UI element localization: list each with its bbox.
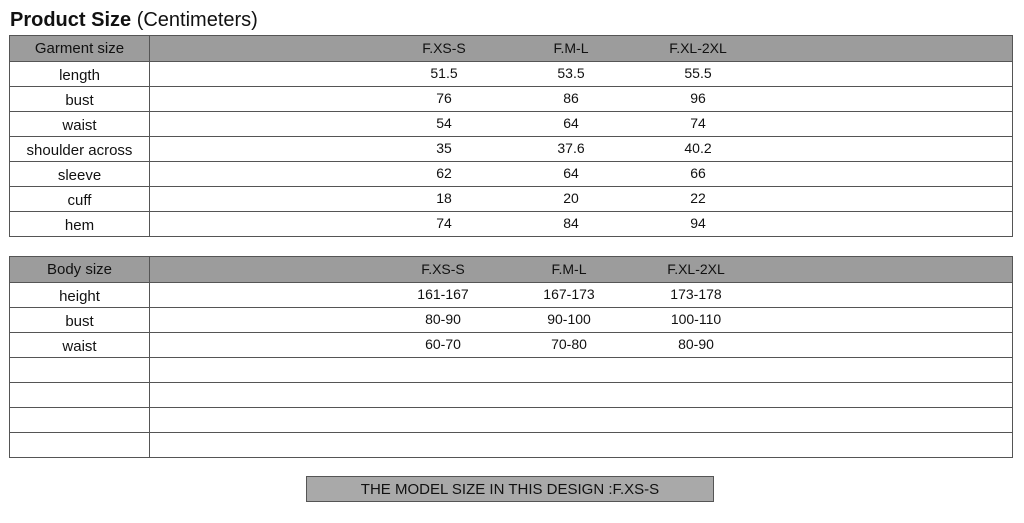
header-size: F.M-L: [553, 40, 589, 56]
header-size: F.XS-S: [421, 261, 465, 277]
header-size: F.XL-2XL: [669, 40, 727, 56]
table-row-empty: [10, 357, 1012, 382]
cell-value: 51.5: [430, 65, 458, 81]
row-label: [10, 383, 150, 407]
cell-value: 18: [436, 190, 452, 206]
cell-value: 37.6: [557, 140, 585, 156]
table-header-row: [10, 36, 1012, 61]
model-size-note: THE MODEL SIZE IN THIS DESIGN :F.XS-S: [306, 476, 714, 502]
row-label: cuff: [10, 187, 150, 211]
cell-value: 76: [436, 90, 452, 106]
body-size-table: [9, 256, 1013, 458]
table-header-row: [10, 257, 1012, 282]
cell-value: 100-110: [670, 311, 722, 327]
table-row-empty: [10, 407, 1012, 432]
header-label: Body size: [10, 257, 150, 282]
cell-value: 55.5: [684, 65, 712, 81]
cell-value: 66: [690, 165, 706, 181]
cell-value: 54: [436, 115, 452, 131]
header-label: Garment size: [10, 36, 150, 61]
cell-value: 94: [690, 215, 706, 231]
table-row: [10, 61, 1012, 86]
cell-value: 86: [563, 90, 579, 106]
cell-value: 173-178: [670, 286, 722, 302]
cell-value: 22: [690, 190, 706, 206]
cell-value: 80-90: [678, 336, 714, 352]
row-label: hem: [10, 212, 150, 236]
table-row: [10, 86, 1012, 111]
table-row-empty: [10, 382, 1012, 407]
cell-value: 74: [690, 115, 706, 131]
header-size: F.XS-S: [422, 40, 466, 56]
table-row: [10, 282, 1012, 307]
row-label: height: [10, 283, 150, 307]
cell-value: 96: [690, 90, 706, 106]
table-row: [10, 211, 1012, 236]
header-size: F.M-L: [551, 261, 587, 277]
cell-value: 80-90: [425, 311, 461, 327]
row-label: length: [10, 62, 150, 86]
row-label: [10, 358, 150, 382]
row-label: sleeve: [10, 162, 150, 186]
row-label: waist: [10, 112, 150, 136]
title-unit: (Centimeters): [136, 9, 258, 31]
row-label: shoulder across: [10, 137, 150, 161]
row-label: bust: [10, 87, 150, 111]
cell-value: 20: [563, 190, 579, 206]
table-row: [10, 332, 1012, 357]
cell-value: 64: [563, 115, 579, 131]
cell-value: 53.5: [557, 65, 585, 81]
table-row: [10, 186, 1012, 211]
cell-value: 60-70: [425, 336, 461, 352]
table-row: [10, 307, 1012, 332]
garment-size-table: [9, 35, 1013, 237]
cell-value: 161-167: [417, 286, 469, 302]
cell-value: 64: [563, 165, 579, 181]
title-main: Product Size: [10, 9, 132, 31]
row-label: [10, 433, 150, 457]
cell-value: 62: [436, 165, 452, 181]
row-label: [10, 408, 150, 432]
page-title: [10, 6, 258, 34]
cell-value: 90-100: [547, 311, 591, 327]
table-row: [10, 161, 1012, 186]
cell-value: 70-80: [551, 336, 587, 352]
table-row-empty: [10, 432, 1012, 457]
row-label: bust: [10, 308, 150, 332]
cell-value: 35: [436, 140, 452, 156]
table-row: [10, 136, 1012, 161]
header-size: F.XL-2XL: [667, 261, 725, 277]
row-label: waist: [10, 333, 150, 357]
cell-value: 40.2: [684, 140, 712, 156]
table-row: [10, 111, 1012, 136]
cell-value: 74: [436, 215, 452, 231]
cell-value: 167-173: [543, 286, 595, 302]
cell-value: 84: [563, 215, 579, 231]
